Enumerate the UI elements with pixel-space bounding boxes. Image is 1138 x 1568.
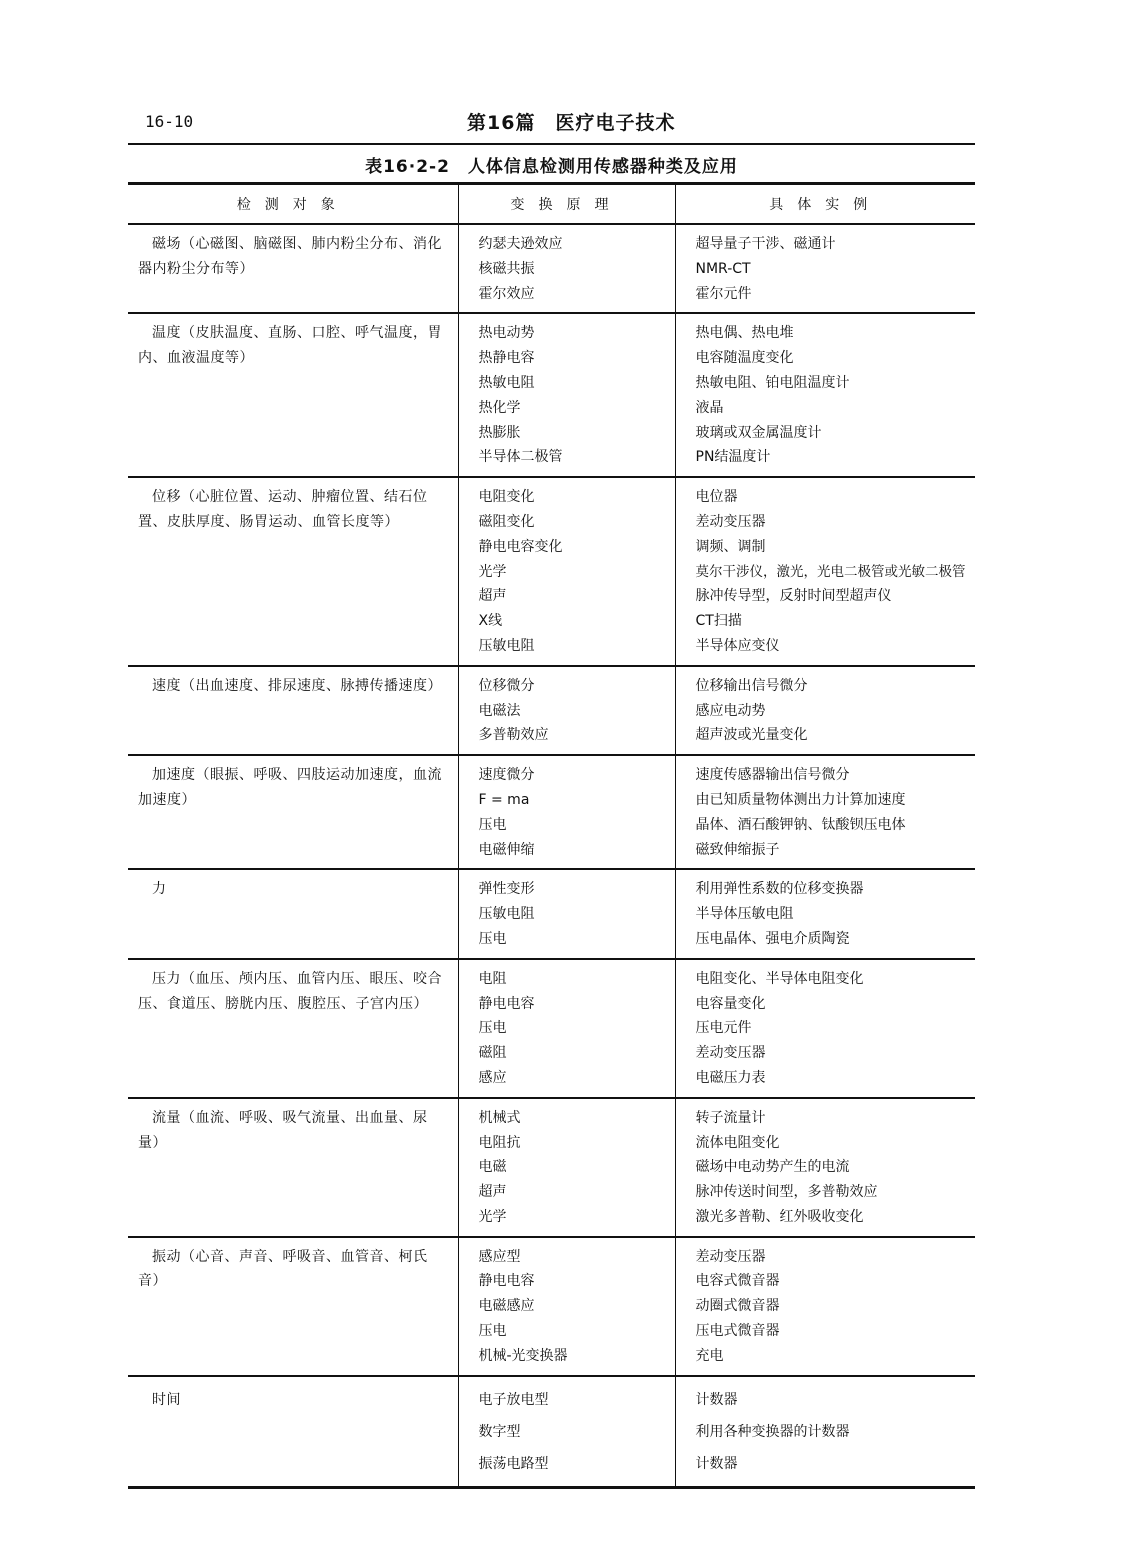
principle-item: 热化学 [478,399,521,416]
principle-item: 压电 [478,930,507,947]
example-item: 磁场中电动势产生的电流 [695,1159,850,1176]
example-item: 压电晶体、强电介质陶瓷 [695,930,850,947]
column-header-example: 具体实例 [675,184,975,225]
principle-item: 振荡电路型 [478,1455,549,1472]
principle-cell [458,869,675,958]
example-item: 热电偶、热电堆 [695,325,794,342]
example-item: 计数器 [695,1455,738,1472]
section-title: 第16篇 医疗电子技术 [467,112,676,134]
principle-item: 光学 [478,1208,507,1225]
example-cell [675,1376,975,1488]
example-item: 位移输出信号微分 [695,677,808,694]
detection-object-cell: 力 [128,869,458,958]
example-item: 计数器 [695,1391,738,1408]
principle-item: 压敏电阻 [478,906,535,923]
example-item: 速度传感器输出信号微分 [695,767,850,784]
principle-item: 感应 [478,1069,507,1086]
example-cell [675,755,975,869]
example-item: 感应电动势 [695,702,766,719]
principle-item: 电磁 [478,1159,507,1176]
principle-item: 压敏电阻 [478,637,535,654]
principle-item: 速度微分 [478,767,535,784]
principle-cell [458,1376,675,1488]
example-cell [675,1237,975,1376]
example-item: CT扫描 [695,613,742,630]
example-item: 差动变压器 [695,513,766,530]
principle-item: 超声 [478,588,507,605]
principle-item: 热敏电阻 [478,374,535,391]
principle-item: 光学 [478,563,507,580]
principle-cell [458,313,675,477]
example-item: 脉冲传导型，反射时间型超声仪 [695,588,892,605]
table-row [128,224,975,313]
example-item: 液晶 [695,399,724,416]
example-item: 流体电阻变化 [695,1134,780,1151]
example-item: 玻璃或双金属温度计 [695,424,822,441]
principle-item: 静电电容 [478,1273,535,1290]
example-item: 利用各种变换器的计数器 [695,1423,850,1440]
detection-object-cell: 时间 [128,1376,458,1488]
table-row [128,313,975,477]
principle-item: 机械式 [478,1109,521,1126]
principle-item: X线 [478,613,503,630]
table-row [128,959,975,1098]
example-cell [675,224,975,313]
detection-object-cell: 温度（皮肤温度、直肠、口腔、呼气温度，胃内、血液温度等） [128,313,458,477]
example-item: 差动变压器 [695,1045,766,1062]
principle-item: 静电电容 [478,995,535,1012]
example-item: 激光多普勒、红外吸收变化 [695,1208,864,1225]
principle-item: 磁阻 [478,1045,507,1062]
principle-item: 机械-光变换器 [478,1347,568,1364]
header-rule [128,143,975,145]
example-cell [675,477,975,666]
example-item: 调频、调制 [695,538,766,555]
principle-item: 弹性变形 [478,881,535,898]
principle-item: 静电电容变化 [478,538,563,555]
principle-item: 电阻 [478,970,507,987]
principle-item: 压电 [478,1020,507,1037]
sensor-table [128,182,975,1489]
principle-item: 电阻抗 [478,1134,521,1151]
example-item: 半导体压敏电阻 [695,906,794,923]
example-item: 脉冲传送时间型，多普勒效应 [695,1184,878,1201]
example-item: 电容随温度变化 [695,350,794,367]
example-item: 电位器 [695,489,738,506]
page-number: 16-10 [145,112,194,131]
example-item: 电容式微音器 [695,1273,780,1290]
example-item: 莫尔干涉仪，激光，光电二极管或光敏二极管 [695,563,966,580]
principle-item: 多普勒效应 [478,727,549,744]
principle-item: 半导体二极管 [478,449,563,466]
column-header-principle: 变换原理 [458,184,675,225]
example-item: 半导体应变仪 [695,637,780,654]
principle-item: 霍尔效应 [478,285,535,302]
example-item: PN结温度计 [695,449,771,466]
principle-item: 电阻变化 [478,489,535,506]
example-item: NMR-CT [695,260,751,277]
principle-item: 电磁法 [478,702,521,719]
example-item: 超声波或光量变化 [695,727,808,744]
detection-object-cell: 磁场（心磁图、脑磁图、肺内粉尘分布、消化器内粉尘分布等） [128,224,458,313]
principle-cell [458,1098,675,1237]
table-row [128,666,975,755]
detection-object-cell: 位移（心脏位置、运动、肿瘤位置、结石位置、皮肤厚度、肠胃运动、血管长度等） [128,477,458,666]
principle-item: 压电 [478,816,507,833]
table-header-row [128,184,975,225]
example-item: 晶体、酒石酸钾钠、钛酸钡压电体 [695,816,906,833]
principle-item: 数字型 [478,1423,521,1440]
principle-item: 热静电容 [478,350,535,367]
page-header [145,108,975,138]
detection-object-cell: 速度（出血速度、排尿速度、脉搏传播速度） [128,666,458,755]
principle-cell [458,959,675,1098]
principle-item: 电子放电型 [478,1391,549,1408]
example-cell [675,959,975,1098]
principle-item: 约瑟夫逊效应 [478,236,563,252]
principle-item: 电磁伸缩 [478,841,535,858]
table-row [128,1098,975,1237]
table-row [128,477,975,666]
example-item: 转子流量计 [695,1109,766,1126]
example-cell [675,666,975,755]
table-row [128,869,975,958]
table-title: 表16·2-2 人体信息检测用传感器种类及应用 [365,157,738,177]
principle-item: F = ma [478,791,530,808]
example-item: 热敏电阻、铂电阻温度计 [695,374,850,391]
principle-cell [458,755,675,869]
detection-object-cell: 振动（心音、声音、呼吸音、血管音、柯氏音） [128,1237,458,1376]
column-header-object: 检测对象 [128,184,458,225]
detection-object-cell: 压力（血压、颅内压、血管内压、眼压、咬合压、食道压、膀胱内压、腹腔压、子宫内压） [128,959,458,1098]
example-item: 电容量变化 [695,995,766,1012]
principle-cell [458,666,675,755]
principle-item: 压电 [478,1323,507,1340]
principle-item: 感应型 [478,1248,521,1265]
table-row [128,1376,975,1488]
table-body [128,224,975,1487]
example-item: 压电元件 [695,1020,752,1037]
example-cell [675,1098,975,1237]
example-item: 霍尔元件 [695,285,752,302]
example-cell [675,869,975,958]
detection-object-cell: 加速度（眼振、呼吸、四肢运动加速度，血流加速度） [128,755,458,869]
principle-cell [458,224,675,313]
principle-item: 磁阻变化 [478,513,535,530]
example-item: 由已知质量物体测出力计算加速度 [695,791,906,808]
example-item: 电阻变化、半导体电阻变化 [695,970,864,987]
principle-cell [458,477,675,666]
example-item: 利用弹性系数的位移变换器 [695,881,864,898]
principle-item: 热膨胀 [478,424,521,441]
example-item: 压电式微音器 [695,1323,780,1340]
table-row [128,1237,975,1376]
example-item: 动圈式微音器 [695,1298,780,1315]
example-item: 电磁压力表 [695,1069,766,1086]
principle-item: 热电动势 [478,325,535,342]
principle-item: 位移微分 [478,677,535,694]
example-item: 差动变压器 [695,1248,766,1265]
example-item: 超导量子干涉、磁通计 [695,236,836,252]
example-item: 充电 [695,1347,724,1364]
principle-cell [458,1237,675,1376]
principle-item: 电磁感应 [478,1298,535,1315]
example-cell [675,313,975,477]
table-row [128,755,975,869]
principle-item: 超声 [478,1184,507,1201]
example-item: 磁致伸缩振子 [695,841,780,858]
detection-object-cell: 流量（血流、呼吸、吸气流量、出血量、尿量） [128,1098,458,1237]
principle-item: 核磁共振 [478,260,535,277]
